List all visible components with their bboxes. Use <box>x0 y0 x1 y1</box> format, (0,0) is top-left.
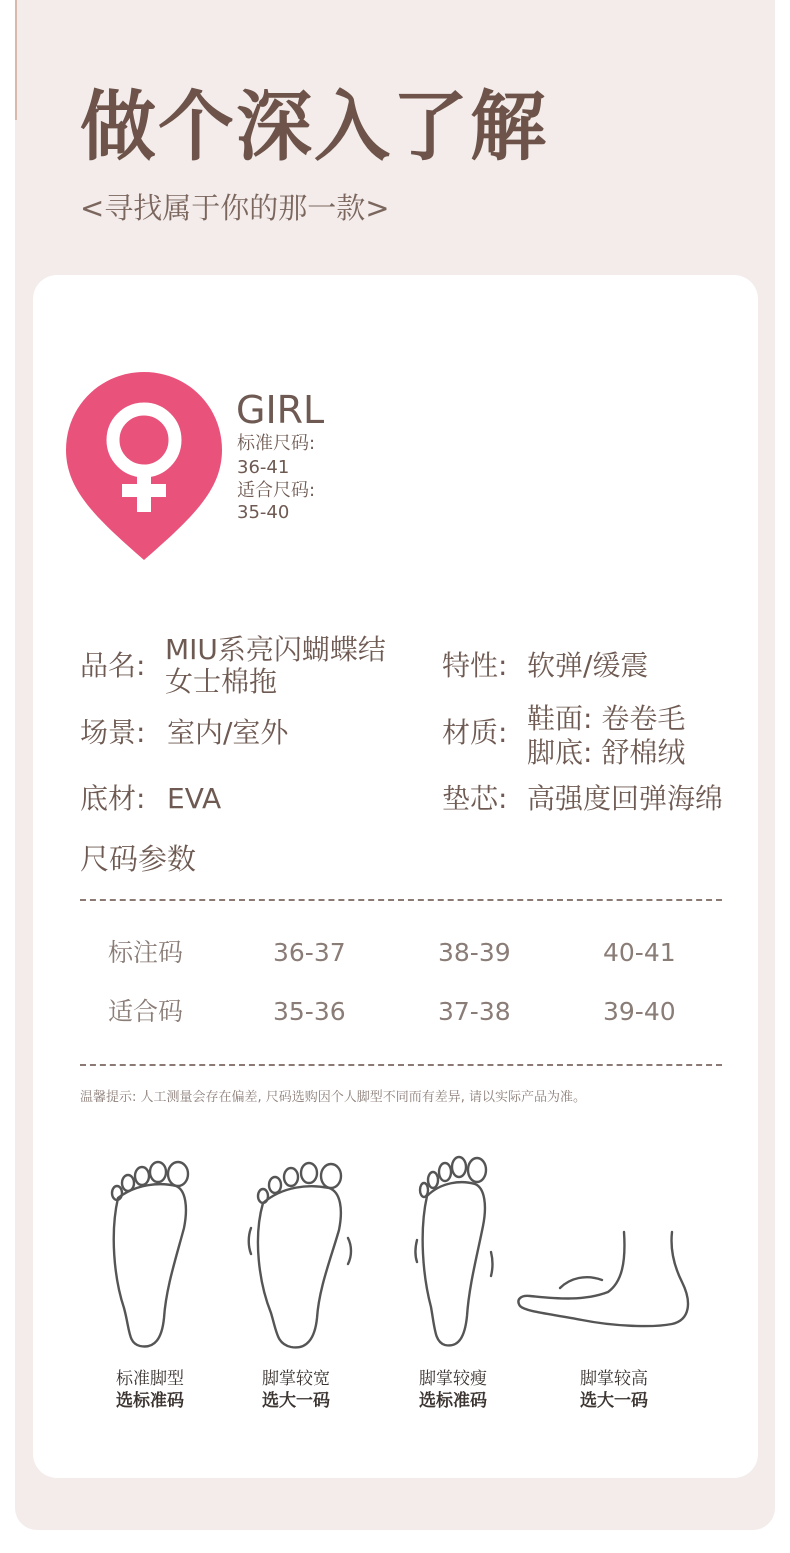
page-subtitle: <寻找属于你的那一款> <box>80 191 390 225</box>
foot-type-line2: 选标准码 <box>419 1391 487 1411</box>
spec-scene-value: 室内/室外 <box>167 716 289 749</box>
decorative-edge <box>15 0 17 120</box>
badge-title: GIRL <box>236 388 325 432</box>
foot-type-line1: 脚掌较高 <box>580 1369 648 1389</box>
foot-type-line1: 脚掌较瘦 <box>419 1369 487 1389</box>
badge-line: 35-40 <box>237 502 290 523</box>
female-symbol-icon <box>66 372 222 560</box>
standard-foot-icon <box>100 1158 200 1353</box>
size-cell: 36-37 <box>273 938 346 967</box>
high-arch-foot-icon <box>512 1222 697 1332</box>
spec-name-value: MIU系亮闪蝴蝶结 <box>165 633 386 666</box>
spec-name-label: 品名: <box>80 649 146 682</box>
size-cell: 35-36 <box>273 997 346 1026</box>
badge-line: 标准尺码: <box>237 433 316 454</box>
size-cell: 40-41 <box>603 938 676 967</box>
size-row-label: 标注码 <box>108 938 184 967</box>
badge-line: 36-41 <box>237 457 290 478</box>
size-cell: 38-39 <box>438 938 511 967</box>
thin-foot-icon <box>405 1152 505 1352</box>
foot-type-line2: 选大一码 <box>580 1391 648 1411</box>
spec-material-value-2: 脚底: 舒棉绒 <box>527 736 686 769</box>
divider <box>80 1064 722 1066</box>
spec-sole-value: EVA <box>167 782 222 815</box>
size-note: 温馨提示: 人工测量会存在偏差, 尺码选购因个人脚型不同而有差异, 请以实际产品为准。 <box>80 1090 587 1105</box>
spec-name-value-2: 女士棉拖 <box>165 665 278 698</box>
spec-insole-label: 垫芯: <box>442 782 508 815</box>
foot-type-label <box>70 1368 230 1412</box>
foot-type-line1: 脚掌较宽 <box>262 1369 330 1389</box>
spec-material-label: 材质: <box>442 716 508 749</box>
badge-line: 适合尺码: <box>237 480 316 501</box>
size-cell: 37-38 <box>438 997 511 1026</box>
spec-material-value: 鞋面: 卷卷毛 <box>527 702 686 735</box>
foot-type-line1: 标准脚型 <box>116 1369 184 1389</box>
foot-type-line2: 选标准码 <box>116 1391 184 1411</box>
spec-insole-value: 高强度回弹海绵 <box>527 782 724 815</box>
spec-feature-label: 特性: <box>442 649 508 682</box>
foot-type-label <box>216 1368 376 1412</box>
wide-foot-icon <box>245 1158 355 1353</box>
size-cell: 39-40 <box>603 997 676 1026</box>
spec-scene-label: 场景: <box>80 716 146 749</box>
spec-feature-value: 软弹/缓震 <box>527 649 649 682</box>
foot-type-label <box>373 1368 533 1412</box>
size-row-label: 适合码 <box>108 997 184 1026</box>
size-section-title: 尺码参数 <box>80 842 197 876</box>
spec-sole-label: 底材: <box>80 782 146 815</box>
divider <box>80 899 722 901</box>
page-title: 做个深入了解 <box>80 82 548 171</box>
foot-type-line2: 选大一码 <box>262 1391 330 1411</box>
foot-type-label <box>534 1368 694 1412</box>
